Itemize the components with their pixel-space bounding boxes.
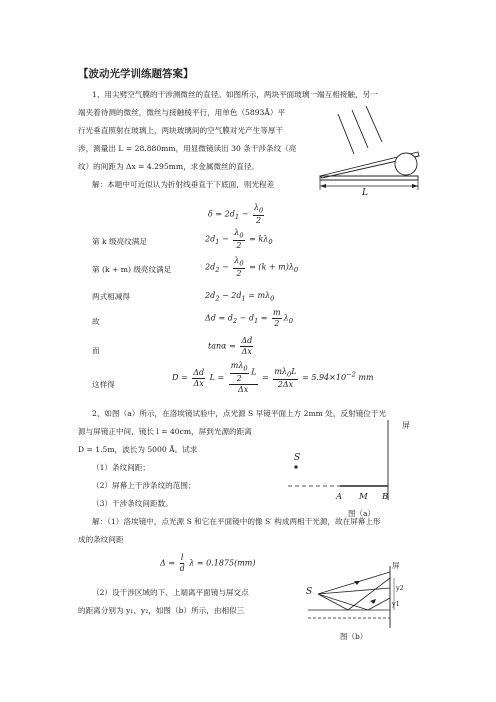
p2-line-7: 解：（1）洛埃镜中，点光源 S 和它在平面镜中的像 S′ 构成两相干光源，故在屏幕上形: [92, 517, 381, 526]
row-gu-label: 故: [92, 317, 100, 326]
p2-line-5: （2）屏幕上干涉条纹的范围；: [92, 481, 196, 490]
y1-label: y1: [392, 600, 400, 608]
p2-line-3: D = 1.5m，波长为 5000 Å。试求: [78, 445, 198, 454]
p1-line-6: 解：本题中可近似认为折射线垂直于下底面，则光程差: [92, 180, 275, 189]
row-er-eq: tanα = $\frac{\Delta d}{\Delta x}$: [208, 336, 253, 356]
incident-ray-2: [352, 110, 368, 148]
figure-a: [284, 420, 424, 520]
row-gu-eq: $\Delta d = d_2 - d_1$ = $\frac{m}{2}$ $\lambda_0$: [205, 308, 293, 328]
row-sub-eq: $2d_2 - 2d_1 = m\lambda_0$: [205, 291, 275, 303]
row-res-label: 这样得: [92, 380, 115, 389]
p2-line-6: （3）干涉条纹间距数。: [92, 499, 173, 508]
p1-line-1: 1、用尖劈空气膜的干涉测微丝的直径。如图所示，两块平面玻璃一端互相接触，另一: [92, 90, 378, 99]
incident-ray-3: [366, 106, 382, 142]
p1-line-4: 涉，测量出 L = 28.880mm，用显微镜读出 30 条干涉条纹（亮: [78, 144, 297, 153]
p2-line-8: 成的条纹间距: [78, 535, 124, 544]
incident-ray-1: [338, 114, 354, 154]
micro-wire: [395, 153, 417, 175]
p2-line-2: 源与屏镜正中间，镜长 l = 40cm，屏到光源的距离: [78, 427, 252, 436]
screen-label-b: 屏: [392, 561, 400, 570]
length-label: L: [362, 188, 368, 198]
row-er-label: 而: [92, 346, 100, 355]
p2-line-1: 2、如图（a）所示，在洛埃镜试验中，点光源 S 早镜平面上方 2mm 处，反射镜位于光: [92, 409, 387, 418]
row-res-eq: D = $\frac{\Delta d}{\Delta x}$ L = $\frac{m\lambda_0}{2}$ L Δx = $\frac{m\lambda_0L}{2\Delta x}$ = $5.94\times 10^{-2}$ mm: [172, 361, 374, 395]
p1-line-3: 行光垂直照射在玻璃上，两块玻璃间的空气膜对光产生等厚干: [78, 126, 284, 135]
figure-a-caption: 图（a）: [348, 509, 375, 518]
p2-eq-spacing: Δ = $\frac{l}{d}$ λ = 0.1875(mm): [160, 553, 256, 573]
point-a-label: A: [336, 492, 343, 502]
p1-line-2: 端夹着待测的微丝，微丝与接触棱平行，用单色（5893Å）平: [78, 108, 286, 117]
page-title: 【波动光学训练题答案】: [78, 68, 194, 80]
y2-label: y2: [396, 584, 404, 592]
ray-4-reflected: [368, 598, 390, 610]
bottom-glass: [320, 176, 418, 180]
figure-b: [304, 560, 434, 642]
p2-line-4: （1）条纹间距；: [92, 463, 150, 472]
p1-line-5: 纹）的间距为 Δx = 4.295mm，求金属微丝的直径。: [78, 162, 260, 171]
row-km-label: 第 (k + m) 级亮纹满足: [92, 265, 172, 274]
p2-line-11: 的距离分别为 y₁、y₂，如图（b）所示，由相似三: [78, 606, 245, 615]
wedge-figure: [318, 106, 436, 198]
eq-delta: $\delta = 2d_1$ − $\frac{\lambda_0}{2}$: [208, 203, 264, 226]
figure-b-caption: 图（b）: [340, 632, 368, 641]
screen-label: 屏: [402, 421, 410, 430]
row-km-eq: $2d_2$ − $\frac{\lambda_0}{2}$ = $(k + m)\lambda_0$: [205, 256, 299, 279]
point-source: [294, 465, 297, 468]
row-k-eq: $2d_1$ − $\frac{\lambda_0}{2}$ = $k\lambda_0$: [205, 228, 273, 251]
row-sub-label: 两式相减得: [92, 292, 130, 301]
p2-line-10: （2）设干涉区域的下、上端离平面镜与屏交点: [92, 588, 249, 597]
point-b-label: B: [382, 492, 389, 502]
point-m-label: M: [359, 492, 368, 502]
source-label-b: S: [306, 587, 313, 597]
source-label: S: [294, 453, 301, 463]
row-k-label: 第 k 级亮纹满足: [92, 237, 147, 246]
